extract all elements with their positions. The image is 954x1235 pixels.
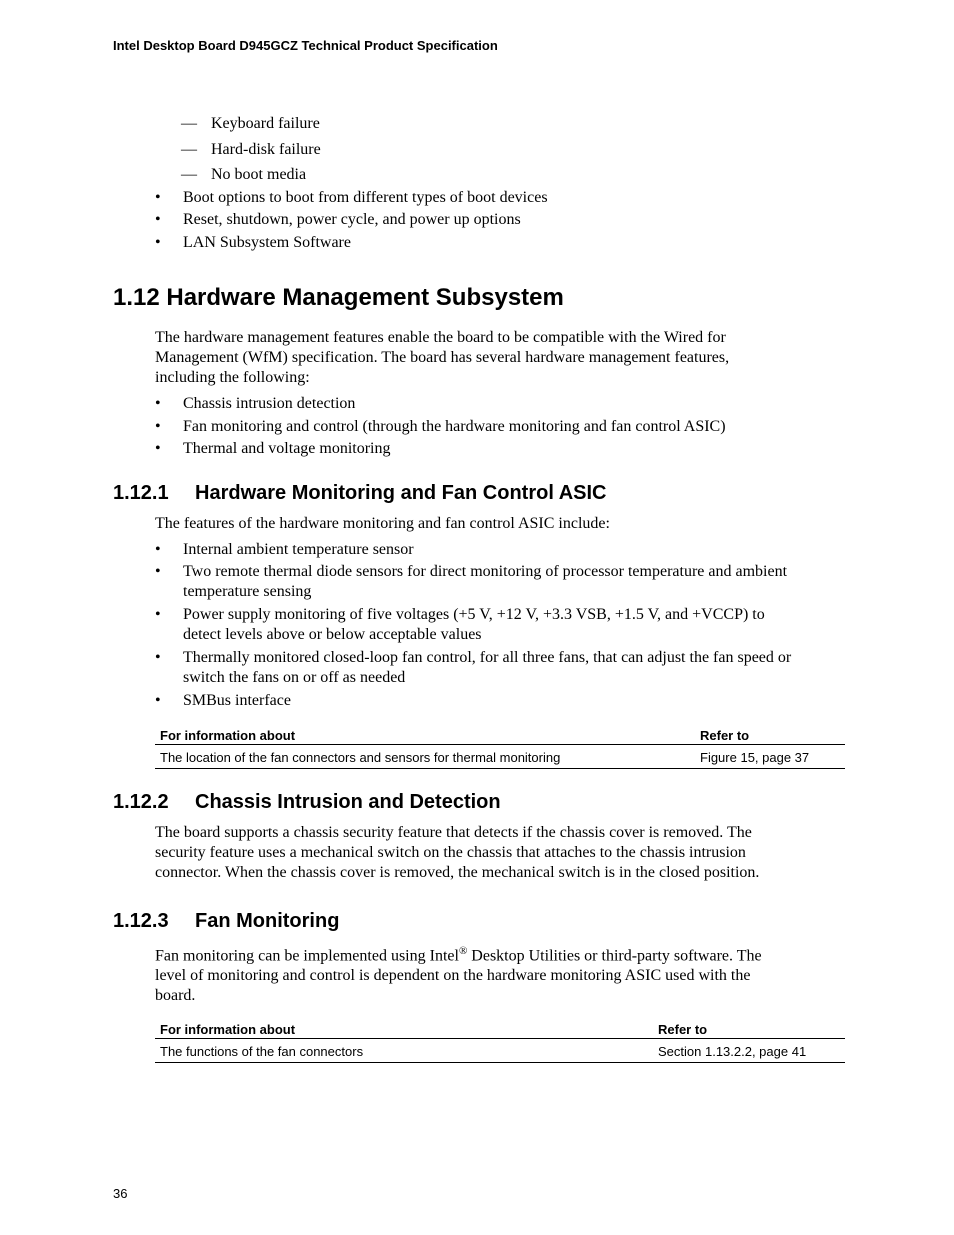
table-header-row [155, 722, 845, 745]
subsection-title: Hardware Monitoring and Fan Control ASIC [195, 482, 607, 504]
section-paragraph: The features of the hardware monitoring and fan control ASIC include: [155, 515, 610, 532]
section-paragraph: Fan monitoring can be implemented using Intel® Desktop Utilities or third-party software. The level of monitoring and control is dependent on the hardware monitoring ASIC used with the board. [155, 945, 762, 1005]
cross-reference-link[interactable]: Figure 15, page 37 [700, 750, 810, 765]
bullet-marker: • [155, 211, 161, 228]
subsection-title: Chassis Intrusion and Detection [195, 791, 501, 813]
section-heading: 1.12 Hardware Management Subsystem [113, 284, 564, 311]
column-header: Refer to [700, 728, 750, 743]
table-cell: The functions of the fan connectors [160, 1044, 364, 1059]
bullet-marker: • [155, 189, 161, 206]
dash-marker: — [181, 115, 197, 132]
bullet-marker: • [155, 606, 161, 623]
subsection-number: 1.12.2 [113, 791, 169, 813]
column-header: For information about [160, 1022, 296, 1037]
dash-marker: — [181, 141, 197, 158]
bullet-marker: • [155, 234, 161, 251]
column-header: Refer to [658, 1022, 708, 1037]
bullet-marker: • [155, 418, 161, 435]
subsection-title: Fan Monitoring [195, 910, 340, 932]
section-paragraph: The board supports a chassis security feature that detects if the chassis cover is removed. The security feature uses a mechanical switch on the chassis that attaches to the chassis intrusion connector. When the chassis cover is removed, the mechanical switch is in the closed position. [155, 824, 760, 881]
table-header-row [155, 1016, 845, 1039]
bullet-marker: • [155, 541, 161, 558]
bullet-marker: • [155, 395, 161, 412]
table-row [155, 1039, 845, 1063]
reference-table [155, 1016, 845, 1063]
reference-table [155, 722, 845, 769]
registered-mark: ® [458, 945, 468, 957]
document-page: Intel Desktop Board D945GCZ Technical Product Specification — Keyboard failure — Hard-disk failure — No boot media • Boot options to boot from different types of boot devices • Reset, shutdown, power cycle, and power up options • LAN Subsystem Software 1.12 Hardware Management Subsystem The hardware management features enable the board to be compatible with the Wired for Management (WfM) specification. The board has several hardware management features, including the following: • Chassis intrusion detection • Fan monitoring and control (through the hardware monitoring and fan control ASIC) • Thermal and voltage monitoring 1.12.1 Hardware Monitoring and Fan Control ASIC The features of the hardware monitoring and fan control ASIC include: • Internal ambient temperature sensor • Two remote thermal diode sensors for direct monitoring of processor temperature and ambient temperature sensing • Power supply monitoring of five voltages (+5 V, +12 V, +3.3 VSB, +1.5 V, and +VCCP) to detect levels above or below acceptable values • Thermally monitored closed-loop fan control, for all three fans, that can adjust the fan speed or switch the fans on or off as needed • SMBus interface For information about Refer to The location of the fan connectors and sensors for thermal monitoring Figure 15, page 37 1.12.2 Chassis Intrusion and Detection The board supports a chassis security feature that detects if the chassis cover is removed. The security feature uses a mechanical switch on the chassis that attaches to the chassis intrusion connector. When the chassis cover is removed, the mechanical switch is in the closed position. 1.12.3 Fan Monitoring Fan monitoring can be implemented using Intel® Desktop Utilities or third-party software. The level of monitoring and control is dependent on the hardware monitoring ASIC used with the board. For information about Refer to The functions of the fan connectors Section 1.13.2.2, page 41 36 [0, 0, 954, 1235]
running-header: Intel Desktop Board D945GCZ Technical Product Specification [113, 38, 498, 53]
subsection-number: 1.12.3 [113, 910, 169, 932]
bullet-marker: • [155, 692, 161, 709]
cross-reference-link[interactable]: Section 1.13.2.2, page 41 [658, 1044, 807, 1059]
subsection-number: 1.12.1 [113, 482, 169, 504]
section-paragraph: The hardware management features enable the board to be compatible with the Wired for Management (WfM) specification. The board has several hardware management features, including the following: [155, 329, 730, 386]
table-cell: The location of the fan connectors and sensors for thermal monitoring [160, 750, 561, 765]
bullet-marker: • [155, 440, 161, 457]
bullet-marker: • [155, 563, 161, 580]
dash-marker: — [181, 166, 197, 183]
table-row [155, 745, 845, 769]
page-number: 36 [113, 1186, 128, 1201]
column-header: For information about [160, 728, 296, 743]
bullet-marker: • [155, 649, 161, 666]
